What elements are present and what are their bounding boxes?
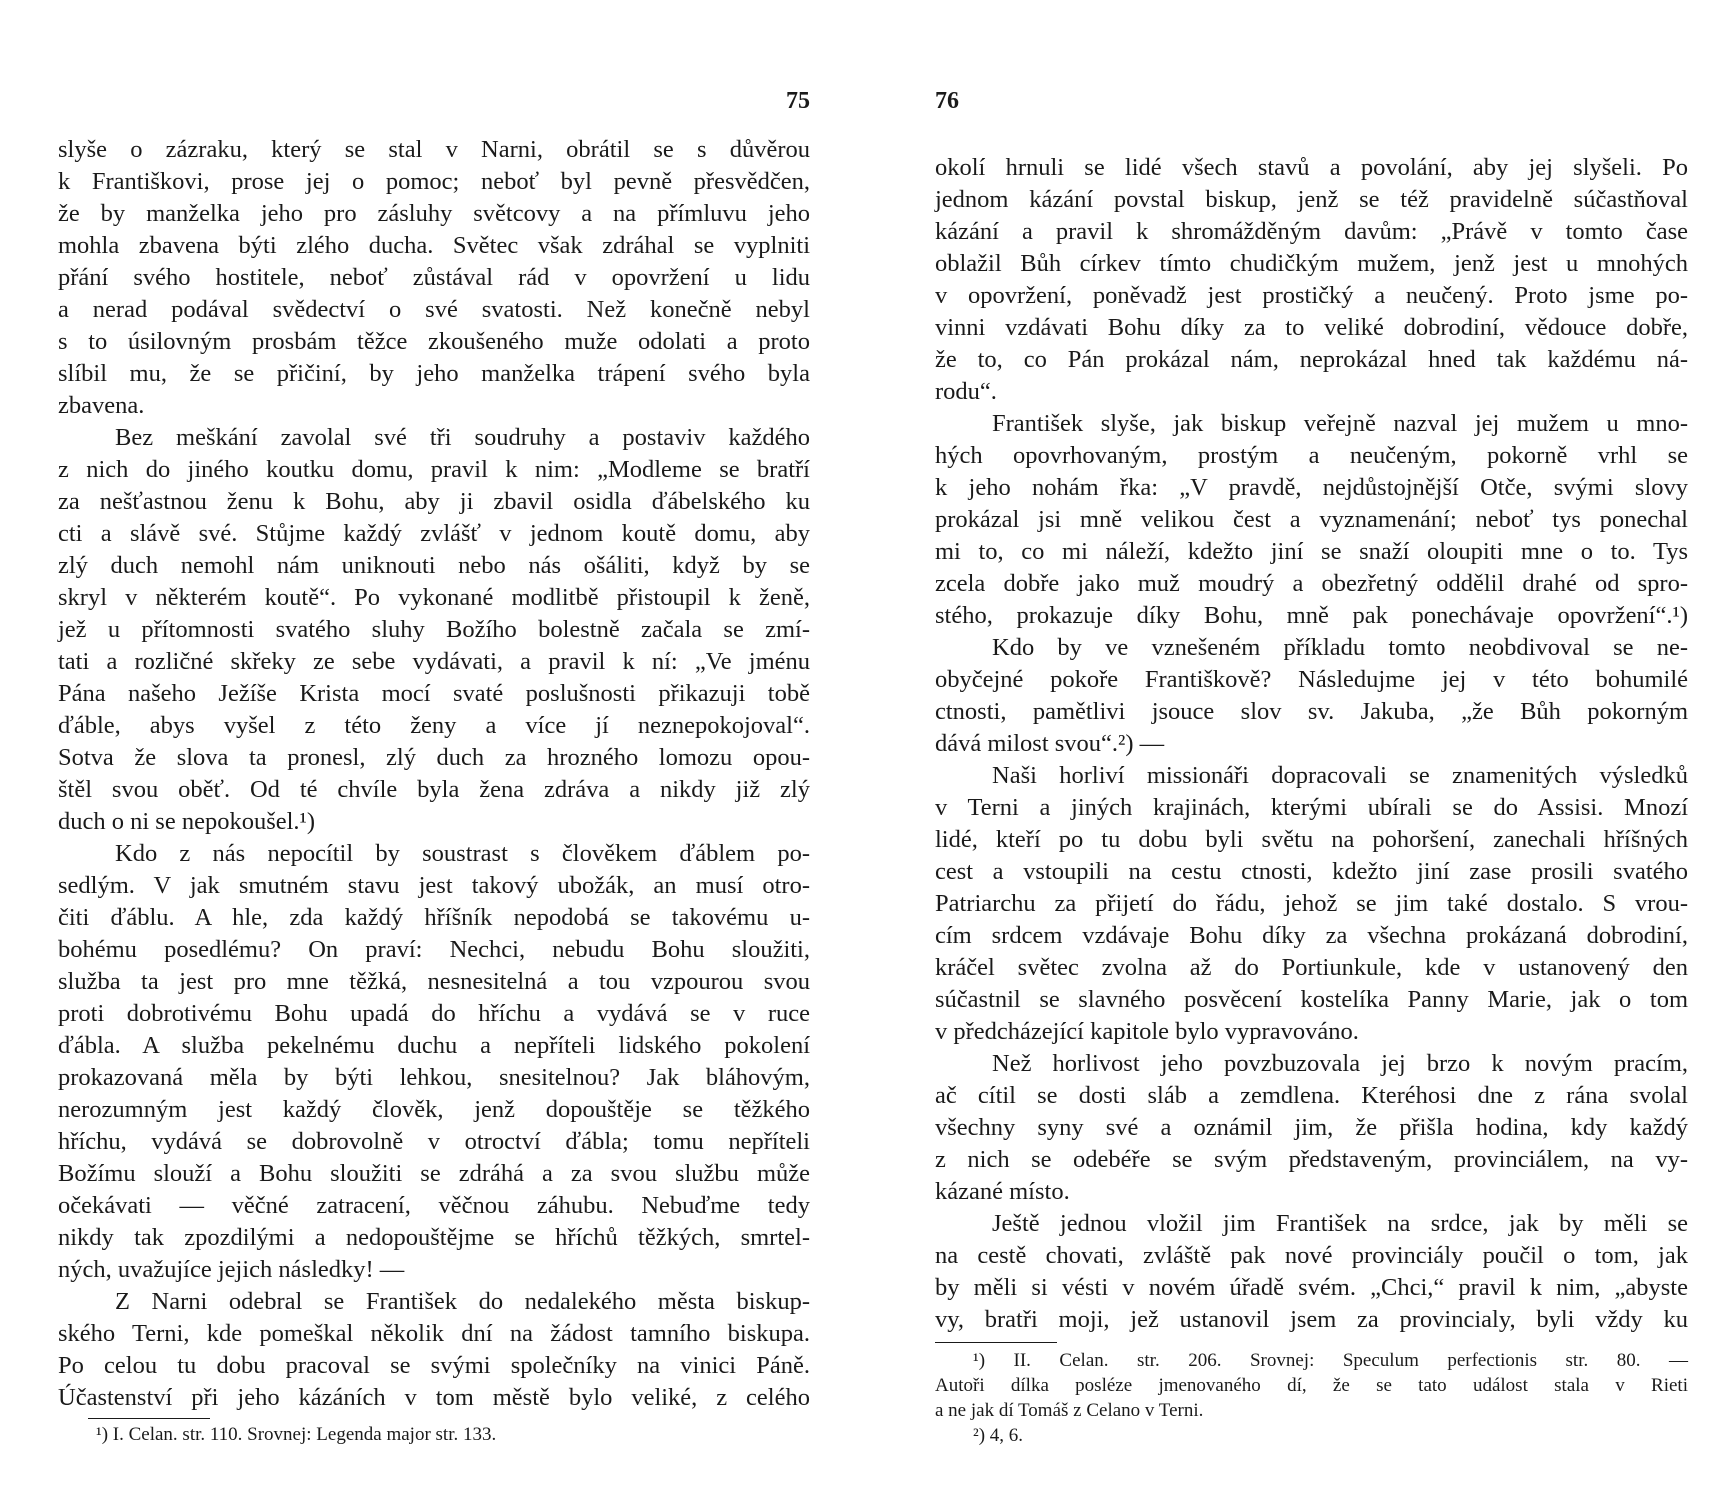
text-line: kráčel světec zvolna až do Portiunkule, kde v ustanovený den xyxy=(935,954,1688,981)
footnote: ²) 4, 6. xyxy=(973,1425,1024,1446)
text-line: prokázal jsi mně velikou čest a vyznamenání; neboť tys ponechal xyxy=(935,506,1688,533)
footnote: Autoři dílka posléze jmenovaného dí, že se tato událost stala v Rieti xyxy=(935,1375,1688,1396)
text-line: hých opovrhovaným, prostým a neučeným, pokorně vrhl se xyxy=(935,442,1688,469)
text-line: ných, uvažujíce jejich následky! — xyxy=(58,1256,405,1283)
text-line: lidé, kteří po tu dobu byli světu na pohoršení, zanechali hříšných xyxy=(935,826,1688,853)
text-line: oblažil Bůh církev tímto chudičkým mužem, jenž jest u mnohých xyxy=(935,250,1688,277)
text-line: k jeho nohám řka: „V pravdě, nejdůstojnější Otče, svými slovy xyxy=(935,474,1688,501)
text-line: hříchu, vydává se dobrovolně v otroctví ďábla; tomu nepříteli xyxy=(58,1128,810,1155)
text-line: cti a slávě své. Stůjme každý zvlášť v jednom koutě domu, aby xyxy=(58,520,810,547)
text-line: ač cítil se dosti sláb a zemdlena. Kteréhosi dne z rána svolal xyxy=(935,1082,1688,1109)
text-line: jež u přítomnosti svatého sluhy Božího bolestně začala se zmí- xyxy=(58,616,810,643)
text-line: vy, bratři moji, jež ustanovil jsem za provincialy, byli vždy ku xyxy=(935,1306,1688,1333)
text-line: na cestě chovati, zvláště pak nové provinciály poučil o tom, jak xyxy=(935,1242,1688,1269)
text-line: tati a rozličné skřeky ze sebe vydávati, a pravil k ní: „Ve jménu xyxy=(58,648,810,675)
text-line: rodu“. xyxy=(935,378,997,405)
text-line: z nich do jiného koutku domu, pravil k nim: „Modleme se bratří xyxy=(58,456,810,483)
text-line: jednom kázání povstal biskup, jenž se též pravidelně súčastňoval xyxy=(935,186,1688,213)
text-line: okolí hrnuli se lidé všech stavů a povolání, aby jej slyšeli. Po xyxy=(935,154,1688,181)
text-line: Božímu slouží a Bohu sloužiti se zdráhá a za svou službu může xyxy=(58,1160,810,1187)
footnote: ¹) II. Celan. str. 206. Srovnej: Speculum perfectionis str. 80. — xyxy=(973,1350,1688,1371)
text-line: čiti ďáblu. A hle, zda každý hříšník nepodobá se takovému u- xyxy=(58,904,810,931)
page-number: 76 xyxy=(935,88,959,114)
text-line: ctnosti, pamětlivi jsouce slov sv. Jakuba, „že Bůh pokorným xyxy=(935,698,1688,725)
text-line: by měli si vésti v novém úřadě svém. „Chci,“ pravil k nim, „abyste xyxy=(935,1274,1688,1301)
text-line: Účastenství při jeho kázáních v tom městě bylo veliké, z celého xyxy=(58,1384,810,1411)
text-line: Pána našeho Ježíše Krista mocí svaté poslušnosti přikazuji tobě xyxy=(58,680,810,707)
text-line: za nešťastnou ženu k Bohu, aby ji zbavil osidla ďábelského ku xyxy=(58,488,810,515)
text-line: dává milost svou“.²) — xyxy=(935,730,1165,757)
text-line: mohla zbavena býti zlého ducha. Světec však zdráhal se vyplniti xyxy=(58,232,810,259)
text-line: s to úsilovným prosbám těžce zkoušeného muže odolati a proto xyxy=(58,328,810,355)
footnote-rule xyxy=(88,1418,210,1419)
footnote: a ne jak dí Tomáš z Celano v Terni. xyxy=(935,1400,1204,1421)
text-line: cest a vstoupili na cestu ctnosti, kdežto jiní zase prosili svatého xyxy=(935,858,1688,885)
text-line: slíbil mu, že se přičiní, by jeho manželka trápení svého byla xyxy=(58,360,810,387)
text-line: zbavena. xyxy=(58,392,145,419)
footnote-rule xyxy=(935,1342,1057,1343)
text-line: zlý duch nemohl nám uniknouti nebo nás ošáliti, když by se xyxy=(58,552,810,579)
text-line: v opovržení, poněvadž jest prostičký a neučený. Proto jsme po- xyxy=(935,282,1688,309)
text-line: kázané místo. xyxy=(935,1178,1070,1205)
text-line: Než horlivost jeho povzbuzovala jej brzo k novým pracím, xyxy=(992,1050,1688,1077)
text-line: vinni vzdávati Bohu díky za to veliké dobrodiní, vědouce dobře, xyxy=(935,314,1688,341)
text-line: Patriarchu za přijetí do řádu, jehož se jim také dostalo. S vrou- xyxy=(935,890,1688,917)
text-line: a nerad podával svědectví o své svatosti. Než konečně nebyl xyxy=(58,296,810,323)
text-line: obyčejné pokoře Františkově? Následujme jej v této bohumilé xyxy=(935,666,1688,693)
text-line: v předcházející kapitole bylo vypravováno. xyxy=(935,1018,1359,1045)
text-line: proti dobrotivému Bohu upadá do hříchu a vydává se v ruce xyxy=(58,1000,810,1027)
text-line: Z Narni odebral se František do nedalekého města biskup- xyxy=(115,1288,810,1315)
text-line: Naši horliví missionáři dopracovali se znamenitých výsledků xyxy=(992,762,1688,789)
text-line: ďábla. A služba pekelnému duchu a nepříteli lidského pokolení xyxy=(58,1032,810,1059)
text-line: cím srdcem vzdávaje Bohu díky za všechna prokázaná dobrodiní, xyxy=(935,922,1688,949)
text-line: z nich se odebéře se svým představeným, provinciálem, na vy- xyxy=(935,1146,1688,1173)
text-line: súčastnil se slavného posvěcení kostelíka Panny Marie, jak o tom xyxy=(935,986,1688,1013)
text-line: nikdy tak zpozdilými a nedopouštějme se hříchů těžkých, smrtel- xyxy=(58,1224,810,1251)
text-line: Sotva že slova ta pronesl, zlý duch za hrozného lomozu opou- xyxy=(58,744,810,771)
page-number: 75 xyxy=(786,88,810,114)
text-line: sedlým. V jak smutném stavu jest takový ubožák, an musí otro- xyxy=(58,872,810,899)
text-line: nerozumným jest každý člověk, jenž dopouštěje se těžkého xyxy=(58,1096,810,1123)
text-line: Ještě jednou vložil jim František na srdce, jak by měli se xyxy=(992,1210,1688,1237)
text-line: kázání a pravil k shromážděným davům: „Právě v tomto čase xyxy=(935,218,1688,245)
text-line: Bez meškání zavolal své tři soudruhy a postaviv každého xyxy=(115,424,810,451)
text-line: slyše o zázraku, který se stal v Narni, obrátil se s důvěrou xyxy=(58,136,810,163)
text-line: zcela dobře jako muž moudrý a obezřetný oddělil drahé od spro- xyxy=(935,570,1688,597)
text-line: že to, co Pán prokázal nám, neprokázal hned tak každému ná- xyxy=(935,346,1688,373)
text-line: Kdo z nás nepocítil by soustrast s člověkem ďáblem po- xyxy=(115,840,810,867)
text-line: služba ta jest pro mne těžká, nesnesitelná a tou vzpourou svou xyxy=(58,968,810,995)
text-line: k Františkovi, prose jej o pomoc; neboť byl pevně přesvědčen, xyxy=(58,168,810,195)
text-line: František slyše, jak biskup veřejně nazval jej mužem u mno- xyxy=(992,410,1688,437)
text-line: očekávati — věčné zatracení, věčnou záhubu. Nebuďme tedy xyxy=(58,1192,810,1219)
text-line: přání svého hostitele, neboť zůstával rád v opovržení u lidu xyxy=(58,264,810,291)
text-line: v Terni a jiných krajinách, kterými ubírali se do Assisi. Mnozí xyxy=(935,794,1688,821)
text-line: ského Terni, kde pomeškal několik dní na žádost tamního biskupa. xyxy=(58,1320,810,1347)
text-line: skryl v některém koutě“. Po vykonané modlitbě přistoupil k ženě, xyxy=(58,584,810,611)
text-line: Kdo by ve vznešeném příkladu tomto neobdivoval se ne- xyxy=(992,634,1688,661)
text-line: mi to, co mi náleží, kdežto jiní se snaží oloupiti mne o to. Tys xyxy=(935,538,1688,565)
text-line: prokazovaná měla by býti lehkou, snesitelnou? Jak bláhovým, xyxy=(58,1064,810,1091)
text-line: Po celou tu dobu pracoval se svými společníky na vinici Páně. xyxy=(58,1352,810,1379)
text-line: duch o ni se nepokoušel.¹) xyxy=(58,808,316,835)
text-line: štěl svou oběť. Od té chvíle byla žena zdráva a nikdy již zlý xyxy=(58,776,810,803)
text-line: všechny syny své a oznámil jim, že přišla hodina, kdy každý xyxy=(935,1114,1688,1141)
text-line: stého, prokazuje díky Bohu, mně pak ponechávaje opovržení“.¹) xyxy=(935,602,1688,629)
text-line: bohému posedlému? On praví: Nechci, nebudu Bohu sloužiti, xyxy=(58,936,810,963)
text-line: ďáble, abys vyšel z této ženy a více jí neznepokojoval“. xyxy=(58,712,810,739)
footnote: ¹) I. Celan. str. 110. Srovnej: Legenda major str. 133. xyxy=(96,1424,497,1445)
text-line: že by manželka jeho pro zásluhy světcovy a na přímluvu jeho xyxy=(58,200,810,227)
